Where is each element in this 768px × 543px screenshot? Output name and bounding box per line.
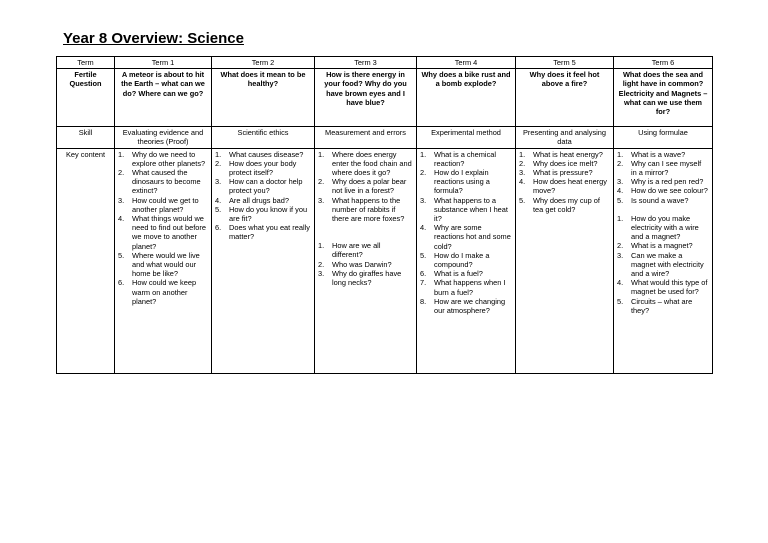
list-item <box>215 223 311 241</box>
list-item-number: 4. <box>118 214 125 224</box>
list-item <box>617 297 709 315</box>
page-title: Year 8 Overview: Science <box>63 30 244 47</box>
list-item <box>318 150 413 178</box>
list-item-number: 5. <box>519 195 526 205</box>
list-item-number: 1. <box>420 149 427 159</box>
list-item-number: 4. <box>519 177 526 187</box>
list-item <box>118 214 208 251</box>
fertile-question: Why does it feel hot above a fire? <box>516 69 614 127</box>
list-item-number: 1. <box>519 149 526 159</box>
content-list <box>318 241 413 287</box>
row-header-content: Key content <box>57 148 115 373</box>
list-item <box>617 278 709 296</box>
list-item-number: 4. <box>617 186 624 196</box>
content-list <box>118 150 208 306</box>
list-item-number: 5. <box>617 296 624 306</box>
list-item-text: What is a magnet? <box>631 241 693 251</box>
row-header-term <box>57 57 115 69</box>
list-item-text: Does what you eat really matter? <box>229 223 310 242</box>
list-item-text: How could we get to another planet? <box>132 195 199 214</box>
list-item-text: Where does energy enter the food chain and where does it go? <box>332 149 412 178</box>
fertile-question: Why does a bike rust and a bomb explode? <box>417 69 516 127</box>
list-item <box>420 196 512 224</box>
content-cell <box>115 148 212 373</box>
list-item-text: Where would we live and what would our home be like? <box>132 250 200 279</box>
list-item <box>420 297 512 315</box>
fertile-question: What does the sea and light have in common? Electricity and Magnets – what can we use them for? <box>614 69 713 127</box>
list-item-text: How do you know if you are fit? <box>229 204 308 224</box>
list-item-text: How do I explain reactions using a formula? <box>434 168 490 196</box>
list-item-text: Why does a polar bear not live in a forest? <box>332 177 407 196</box>
list-item <box>118 150 208 168</box>
list-item-text: Why does my cup of tea get cold? <box>533 195 600 214</box>
skill-cell: Measurement and errors <box>315 127 417 148</box>
list-item-number: 4. <box>420 223 427 233</box>
term-row <box>57 57 713 69</box>
fertile-question: What does it mean to be healthy? <box>212 69 315 127</box>
list-item-number: 2. <box>215 158 222 168</box>
list-item-number: 1. <box>318 149 325 159</box>
list-item-number: 2. <box>617 241 624 251</box>
list-item-text: What happens when I burn a fuel? <box>434 278 506 297</box>
list-item-text: How could we keep warm on another planet? <box>132 278 197 306</box>
list-item-text: How are we changing our atmosphere? <box>434 296 506 316</box>
fertile-question: A meteor is about to hit the Earth – what can we do? Where can we go? <box>115 69 212 127</box>
term-header: Term 1 <box>115 57 212 69</box>
content-cell <box>212 148 315 373</box>
content-list <box>420 150 512 316</box>
list-item <box>215 150 311 159</box>
list-item <box>617 150 709 159</box>
list-item-number: 1. <box>617 213 624 223</box>
list-item <box>617 214 709 242</box>
list-item-number: 2. <box>617 158 624 168</box>
list-item-text: How are we all different? <box>332 241 381 260</box>
list-item-number: 2. <box>318 177 325 187</box>
fertile-question: How is there energy in your food? Why do you have brown eyes and I have blue? <box>315 69 417 127</box>
list-item-text: Why are some reactions hot and some cold? <box>434 223 511 251</box>
term-header: Term 3 <box>315 57 417 69</box>
list-item-text: What is heat energy? <box>533 149 603 159</box>
list-item-text: What would this type of magnet be used for? <box>631 278 708 297</box>
list-item-text: What things would we need to find out before we move to another planet? <box>132 214 206 251</box>
list-item-text: Why do we need to explore other planets? <box>132 149 206 168</box>
list-item-number: 7. <box>420 278 427 288</box>
list-item-text: What is a wave? <box>631 149 686 159</box>
list-item <box>118 196 208 214</box>
list-item-text: How do we see colour? <box>631 186 708 196</box>
list-item-text: Why does ice melt? <box>533 158 598 168</box>
list-item-number: 3. <box>420 195 427 205</box>
list-item-text: Is sound a wave? <box>631 195 689 205</box>
list-item <box>215 177 311 195</box>
list-item-number: 2. <box>118 168 125 178</box>
content-cell <box>315 148 417 373</box>
list-item <box>617 186 709 195</box>
list-item <box>118 251 208 279</box>
list-item-text: Who was Darwin? <box>332 259 392 269</box>
list-item <box>318 260 413 269</box>
list-item-text: What happens to the number of rabbits if there are more foxes? <box>332 195 405 224</box>
list-item-number: 3. <box>519 168 526 178</box>
term-header: Term 5 <box>516 57 614 69</box>
list-item-text: Circuits – what are they? <box>631 296 693 315</box>
list-item-number: 1. <box>318 241 325 251</box>
list-item <box>420 150 512 168</box>
content-cell <box>417 148 516 373</box>
list-item <box>519 159 610 168</box>
question-row <box>57 69 713 127</box>
list-item-text: Why do giraffes have long necks? <box>332 268 402 288</box>
content-row <box>57 148 713 373</box>
skill-cell: Presenting and analysing data <box>516 127 614 148</box>
list-item-text: What caused the dinosaurs to become extinct? <box>132 168 201 196</box>
skill-cell: Evaluating evidence and theories (Proof) <box>115 127 212 148</box>
list-item <box>519 150 610 159</box>
list-item-number: 2. <box>318 259 325 269</box>
term-header: Term 6 <box>614 57 713 69</box>
list-item-number: 2. <box>519 158 526 168</box>
list-item <box>420 223 512 251</box>
list-item <box>420 251 512 269</box>
list-item <box>215 205 311 223</box>
list-item-text: What causes disease? <box>229 149 304 159</box>
list-item-number: 6. <box>118 278 125 288</box>
list-item-number: 8. <box>420 296 427 306</box>
content-list <box>318 150 413 224</box>
content-cell <box>516 148 614 373</box>
list-item-text: What is a fuel? <box>434 269 483 279</box>
skill-cell: Scientific ethics <box>212 127 315 148</box>
list-item-number: 5. <box>118 250 125 260</box>
list-item-text: Why can I see myself in a mirror? <box>631 158 702 178</box>
list-item-number: 3. <box>617 177 624 187</box>
list-item-number: 3. <box>617 250 624 260</box>
list-item <box>318 269 413 287</box>
list-item-text: What is pressure? <box>533 168 593 178</box>
list-item-text: Can we make a magnet with electricity and a wire? <box>631 250 704 279</box>
list-item-number: 1. <box>118 149 125 159</box>
list-item <box>318 177 413 195</box>
list-item-text: How does your body protect itself? <box>229 158 297 178</box>
list-item <box>215 159 311 177</box>
term-header: Term 4 <box>417 57 516 69</box>
list-item-number: 2. <box>420 168 427 178</box>
term-header: Term 2 <box>212 57 315 69</box>
skill-cell: Using formulae <box>614 127 713 148</box>
list-item <box>617 177 709 186</box>
list-item-text: How do you make electricity with a wire and a magnet? <box>631 213 699 242</box>
overview-table <box>56 56 713 374</box>
list-item-number: 3. <box>318 268 325 278</box>
row-header-label: Term <box>77 58 94 67</box>
list-item-number: 3. <box>215 177 222 187</box>
list-item-number: 1. <box>215 149 222 159</box>
list-item-number: 3. <box>318 195 325 205</box>
list-item <box>420 278 512 296</box>
list-item-number: 4. <box>617 278 624 288</box>
list-item-text: How does heat energy move? <box>533 177 607 196</box>
row-header-question: Fertile Question <box>57 69 115 127</box>
content-list <box>519 150 610 214</box>
list-item <box>215 196 311 205</box>
content-list <box>617 214 709 315</box>
list-item <box>118 278 208 306</box>
list-item-number: 5. <box>420 250 427 260</box>
content-list <box>215 150 311 242</box>
list-item <box>118 168 208 196</box>
list-item <box>617 251 709 279</box>
list-item-text: What is a chemical reaction? <box>434 149 497 168</box>
list-item-text: What happens to a substance when I heat it? <box>434 195 508 224</box>
list-item <box>420 168 512 196</box>
content-list <box>617 150 709 205</box>
content-cell <box>614 148 713 373</box>
list-item-number: 3. <box>118 195 125 205</box>
list-item <box>420 269 512 278</box>
list-item <box>318 241 413 259</box>
list-item <box>519 196 610 214</box>
list-item-number: 5. <box>617 195 624 205</box>
list-item-text: How can a doctor help protect you? <box>229 177 303 196</box>
list-item-number: 4. <box>215 195 222 205</box>
list-item <box>617 196 709 205</box>
list-item-text: Are all drugs bad? <box>229 195 289 205</box>
list-item <box>318 196 413 224</box>
list-item <box>617 159 709 177</box>
list-item-text: Why is a red pen red? <box>631 177 704 187</box>
list-item-text: How do I make a compound? <box>434 250 490 270</box>
list-item-number: 1. <box>617 149 624 159</box>
row-header-skill: Skill <box>57 127 115 148</box>
skill-row <box>57 127 713 148</box>
list-item <box>617 241 709 250</box>
list-item-number: 6. <box>215 223 222 233</box>
list-item <box>519 177 610 195</box>
list-item-number: 6. <box>420 269 427 279</box>
list-item <box>519 168 610 177</box>
list-item-number: 5. <box>215 204 222 214</box>
skill-cell: Experimental method <box>417 127 516 148</box>
